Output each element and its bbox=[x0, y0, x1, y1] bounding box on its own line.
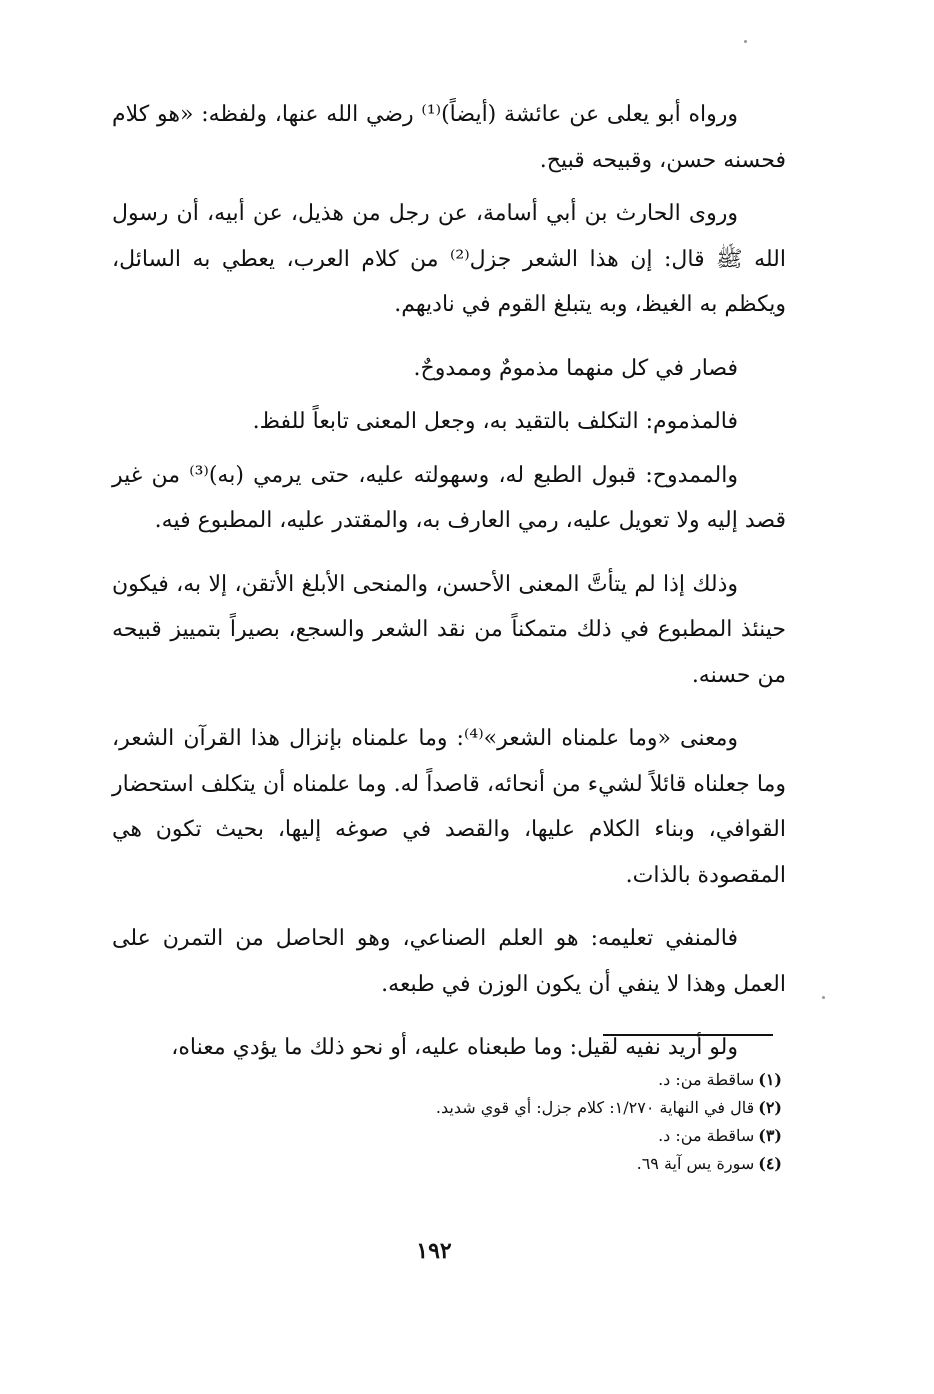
paragraph-3: فصار في كل منهما مذمومٌ وممدوحٌ. bbox=[413, 355, 738, 381]
paragraph-2: وروى الحارث بن أبي أسامة، عن رجل من هذيل، عن أبيه، أن رسول الله ﷺ قال: إن هذا الشعر جزل⁽²⁾ من كلام العرب، يعطي به السائل، ويكظم به الغيظ، وبه يتبلغ القوم في ناديهم. bbox=[112, 201, 786, 317]
paragraph-9: ولو أريد نفيه لقيل: وما طبعناه عليه، أو نحو ذلك ما يؤدي معناه، bbox=[171, 1035, 738, 1060]
footnote-number: (٣) bbox=[758, 1126, 782, 1145]
paragraph-7: ومعنى «وما علمناه الشعر»⁽⁴⁾: وما علمناه بإنزال هذا القرآن الشعر، وما جعلناه قائلاً لشيء من أنحائه، قاصداً له. وما علمناه أن يتكلف استحضار القوافي، وبناء الكلام عليها، والقصد في صوغه إليها، بحيث تكون هي المقصودة بالذات. bbox=[112, 726, 786, 888]
footnote-number: (٤) bbox=[758, 1154, 782, 1173]
footnote-separator bbox=[603, 1034, 773, 1036]
scan-speck bbox=[822, 996, 825, 999]
footnote-number: (٢) bbox=[758, 1098, 782, 1117]
paragraph-1: ورواه أبو يعلى عن عائشة (أيضاً)⁽¹⁾ رضي الله عنها، ولفظه: «هو كلام فحسنه حسن، وقبيحه قبيح. bbox=[112, 102, 786, 173]
footnote-1 bbox=[112, 1066, 782, 1094]
main-text bbox=[112, 92, 786, 1079]
footnote-text: قال في النهاية ١/٢٧٠: كلام جزل: أي قوي شديد. bbox=[435, 1098, 755, 1117]
page-number: ١٩٢ bbox=[416, 1238, 452, 1264]
paragraph-6: وذلك إذا لم يتأتَّ المعنى الأحسن، والمنحى الأبلغ الأتقن، إلا به، فيكون حينئذ المطبوع في ذلك متمكناً من نقد الشعر والسجع، بصيراً بتمييز قبيحه من حسنه. bbox=[112, 571, 786, 688]
footnotes bbox=[112, 1066, 782, 1178]
paragraph-4: فالمذموم: التكلف بالتقيد به، وجعل المعنى تابعاً للفظ. bbox=[252, 409, 738, 434]
scan-speck bbox=[744, 40, 747, 43]
paragraph-8: فالمنفي تعليمه: هو العلم الصناعي، وهو الحاصل من التمرن على العمل وهذا لا ينفي أن يكون الوزن في طبعه. bbox=[112, 926, 786, 997]
footnote-2 bbox=[112, 1094, 782, 1122]
footnote-text: ساقطة من: د. bbox=[658, 1126, 755, 1145]
footnote-number: (١) bbox=[758, 1070, 782, 1089]
paragraph-5: والممدوح: قبول الطبع له، وسهولته عليه، حتى يرمي (به)⁽³⁾ من غير قصد إليه ولا تعويل عليه، رمي العارف به، والمقتدر عليه، المطبوع فيه. bbox=[112, 462, 786, 533]
footnote-4 bbox=[112, 1150, 782, 1178]
footnote-text: سورة يس آية ٦٩. bbox=[636, 1154, 755, 1173]
footnote-3 bbox=[112, 1122, 782, 1150]
footnote-text: ساقطة من: د. bbox=[658, 1070, 755, 1089]
